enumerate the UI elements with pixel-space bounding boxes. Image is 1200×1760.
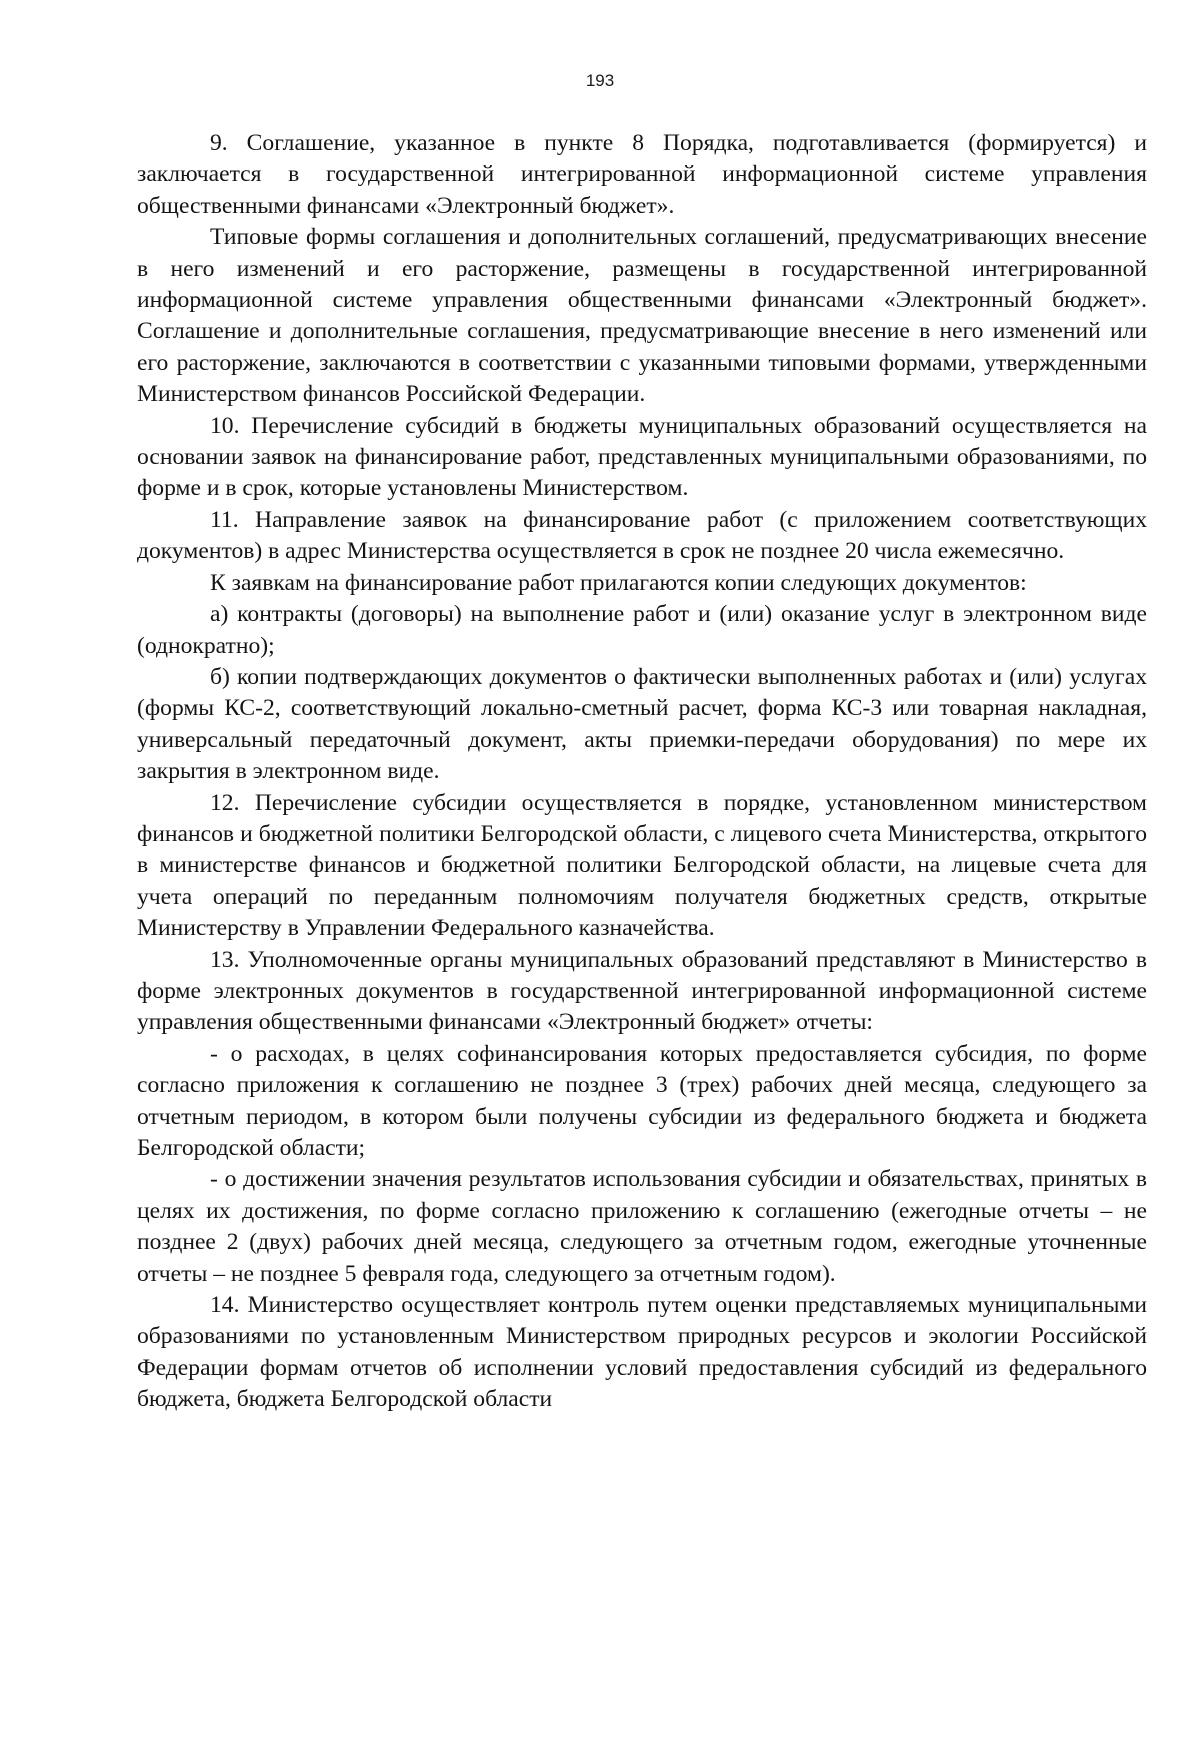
- list-item-a: а) контракты (договоры) на выполнение работ и (или) оказание услуг в электронном виде (однократно);: [137, 601, 1147, 659]
- paragraph-13: 13. Уполномоченные органы муниципальных образований представляют в Министерство в форме электронных документов в государственной интегрированной информационной системе управления общественными финансами «Электронный бюджет» отчеты:: [137, 946, 1147, 1036]
- paragraph-attachments: К заявкам на финансирование работ прилагаются копии следующих документов:: [210, 569, 1027, 596]
- document-body: [137, 128, 1147, 1416]
- list-item-b: б) копии подтверждающих документов о фактически выполненных работах и (или) услугах (формы КС-2, соответствующий локально-сметный расчет, форма КС-3 или товарная накладная, универсальный передаточный документ, акты приемки-передачи оборудования) по мере их закрытия в электронном виде.: [137, 663, 1147, 785]
- paragraph-14: 14. Министерство осуществляет контроль путем оценки представляемых муниципальными образованиями по установленным Министерством природных ресурсов и экологии Российской Федерации формам отчетов об исполнении условий предоставления субсидий из федерального бюджета, бюджета Белгородской области: [137, 1292, 1147, 1413]
- paragraph-10: 10. Перечисление субсидий в бюджеты муниципальных образований осуществляется на основании заявок на финансирование работ, представленных муниципальными образованиями, по форме и в срок, которые установлены Министерством.: [137, 412, 1147, 502]
- paragraph-11: 11. Направление заявок на финансирование работ (с приложением соответствующих документов) в адрес Министерства осуществляется в срок не позднее 20 числа ежемесячно.: [137, 506, 1147, 565]
- page-number: 193: [585, 71, 615, 90]
- paragraph-typical-forms: Типовые формы соглашения и дополнительных соглашений, предусматривающих внесение в него изменений и его расторжение, размещены в государственной интегрированной информационной системе управления общественными финансами «Электронный бюджет». Соглашение и дополнительные соглашения, предусматривающие внесение в него изменений или его расторжение, заключаются в соответствии с указанными типовыми формами, утвержденными Министерством финансов Российской Федерации.: [137, 224, 1147, 408]
- list-item-results: - о достижении значения результатов использования субсидии и обязательствах, принятых в целях их достижения, по форме согласно приложению к соглашению (ежегодные отчеты – не позднее 2 (двух) рабочих дней месяца, следующего за отчетным годом, ежегодные уточненные отчеты – не позднее 5 февраля года, следующего за отчетным годом).: [137, 1166, 1147, 1287]
- paragraph-12: 12. Перечисление субсидии осуществляется в порядке, установленном министерством финансов и бюджетной политики Белгородской области, с лицевого счета Министерства, открытого в министерстве финансов и бюджетной политики Белгородской области, на лицевые счета для учета операций по переданным полномочиям получателя бюджетных средств, открытые Министерству в Управлении Федерального казначейства.: [137, 789, 1147, 942]
- list-item-expenses: - о расходах, в целях софинансирования которых предоставляется субсидия, по форме согласно приложения к соглашению не позднее 3 (трех) рабочих дней месяца, следующего за отчетным периодом, в котором были получены субсидии из федерального бюджета и бюджета Белгородской области;: [137, 1040, 1147, 1161]
- paragraph-9: 9. Соглашение, указанное в пункте 8 Порядка, подготавливается (формируется) и заключается в государственной интегрированной информационной системе управления общественными финансами «Электронный бюджет».: [137, 130, 1147, 219]
